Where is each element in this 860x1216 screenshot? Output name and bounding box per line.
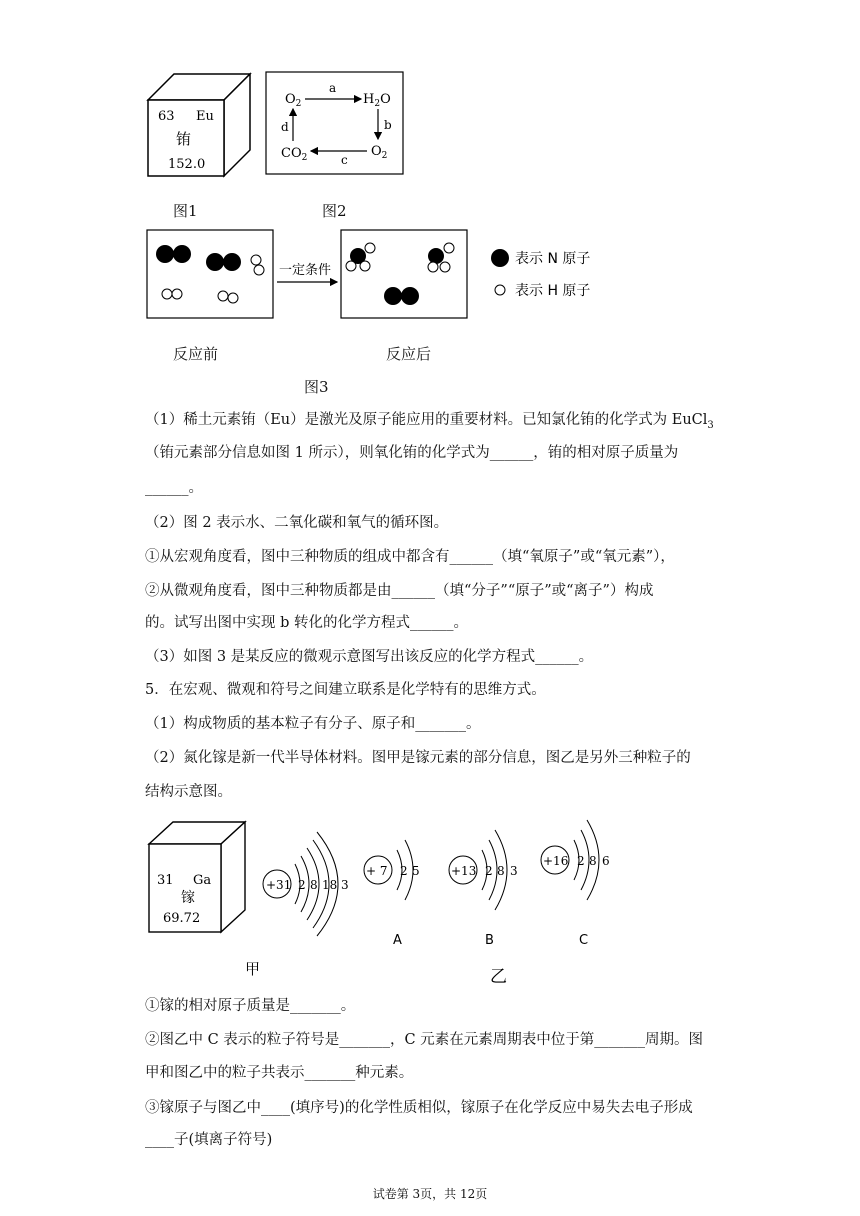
particle-b-charge: +13: [451, 864, 477, 878]
question4-part2-line2: ①从宏观角度看，图中三种物质的组成中都含有______（填“氧原子”或“氧元素”），: [145, 549, 675, 565]
ga-name: 镓: [181, 890, 195, 906]
question5-q2-line1: ②图乙中 C 表示的粒子符号是_______，C 元素在元素周期表中位于第_______周期。图: [145, 1032, 704, 1048]
ga-mass: 69.72: [163, 911, 201, 926]
particle-c-shell-2: 8: [589, 854, 597, 868]
particle-b-shell-3: 3: [510, 864, 518, 878]
n-atom: [401, 287, 419, 305]
figure1-caption: 图1: [173, 202, 198, 220]
h-atom: [162, 289, 172, 299]
question5-stem: 5．在宏观、微观和符号之间建立联系是化学特有的思维方式。: [145, 682, 546, 698]
particle-b-label: B: [485, 933, 494, 948]
h-atom: [360, 261, 370, 271]
eu-symbol: Eu: [196, 109, 214, 124]
question4-part1-line3: ______。: [145, 480, 203, 496]
n-atom: [206, 253, 224, 271]
question5-q3-line1: ③镓原子与图乙中____(填序号)的化学性质相似，镓原子在化学反应中易失去电子形成: [145, 1100, 693, 1116]
legend-n-atom-icon: [491, 249, 509, 267]
eu-mass: 152.0: [168, 157, 206, 172]
h-atom: [346, 261, 356, 271]
n-atom: [173, 245, 191, 263]
particle-a-charge: + 7: [366, 864, 388, 878]
ga-atomic-number: 31: [157, 873, 174, 888]
o2-right-label: $O_2$: [371, 144, 388, 161]
n-atom: [384, 287, 402, 305]
question4-part2-line3: ②从微观角度看，图中三种物质都是由______（填“分子”“原子”或“离子”）构成: [145, 583, 654, 599]
figure3-reaction-diagram: [145, 228, 615, 322]
question4-part2-line4: 的。试写出图中实现 b 转化的化学方程式______。: [145, 615, 468, 631]
question4-part3-line1: （3）如图 3 是某反应的微观示意图写出该反应的化学方程式______。: [145, 649, 594, 665]
eu-atomic-number: 63: [158, 109, 175, 124]
n-atom: [428, 248, 444, 264]
question4-part2-line1: （2）图 2 表示水、二氧化碳和氧气的循环图。: [145, 515, 449, 531]
ga-shell-1: 2: [298, 878, 306, 892]
ga-shell-2: 8: [310, 878, 318, 892]
particle-a-shell-2: 5: [412, 864, 420, 878]
legend-h-atom-icon: [495, 285, 505, 295]
arrow-b-label: b: [384, 118, 392, 132]
co2-label: $CO_2$: [281, 146, 308, 163]
particle-a-label: A: [393, 933, 402, 948]
question5-q1: ①镓的相对原子质量是_______。: [145, 998, 356, 1014]
legend-n-label: 表示 N 原子: [515, 251, 591, 267]
figure-jia-caption: 甲: [245, 960, 261, 978]
before-box: [147, 230, 273, 318]
question4-part1-line1: （1）稀土元素铕（Eu）是激光及原子能应用的重要材料。已知氯化铕的化学式为 EuCl$_3$: [145, 412, 714, 431]
arrow-d-label: d: [281, 120, 289, 134]
h-atom: [254, 265, 264, 275]
particle-c-shell-1: 2: [577, 854, 585, 868]
n-atom: [223, 253, 241, 271]
particle-c-shell-3: 6: [602, 854, 610, 868]
h-atom: [218, 291, 228, 301]
question5-part2-line1: （2）氮化镓是新一代半导体材料。图甲是镓元素的部分信息，图乙是另外三种粒子的: [145, 750, 691, 766]
h2o-label: $H_2O$: [363, 92, 391, 109]
h-atom: [440, 262, 450, 272]
arrow-c-label: c: [341, 153, 348, 167]
particle-c-label: C: [579, 933, 589, 948]
after-caption: 反应后: [386, 345, 432, 363]
figure2-caption: 图2: [322, 202, 347, 220]
h-atom: [228, 293, 238, 303]
h-atom: [251, 255, 261, 265]
legend-h-label: 表示 H 原子: [515, 283, 591, 299]
particle-c-charge: +16: [543, 854, 569, 868]
figure4-atomic-structures: [145, 812, 625, 992]
h-atom: [444, 243, 454, 253]
particle-b-shell-1: 2: [485, 864, 493, 878]
question5-part1: （1）构成物质的基本粒子有分子、原子和_______。: [145, 716, 481, 732]
particle-b-shell-2: 8: [497, 864, 505, 878]
h-atom: [428, 262, 438, 272]
ga-symbol: Ga: [193, 873, 212, 888]
particle-a-shell-1: 2: [400, 864, 408, 878]
h-atom: [172, 289, 182, 299]
figure1-eu-cube: [146, 72, 252, 178]
eu-name: 铕: [176, 130, 192, 148]
figure-yi-caption: 乙: [490, 967, 507, 987]
before-caption: 反应前: [173, 345, 219, 363]
question5-q2-line2: 甲和图乙中的粒子共表示_______种元素。: [145, 1065, 414, 1081]
n-atom: [156, 245, 174, 263]
figure2-cycle-diagram: [265, 71, 405, 175]
arrow-a-label: a: [329, 81, 337, 95]
ga-shell-3: 18: [322, 878, 338, 892]
o2-left-label: $O_2$: [285, 92, 302, 109]
h-atom: [365, 243, 375, 253]
question5-part2-line2: 结构示意图。: [145, 784, 232, 800]
ga-shell-4: 3: [341, 878, 349, 892]
question4-part1-line2: （铕元素部分信息如图 1 所示），则氧化铕的化学式为______，铕的相对原子质量为: [145, 445, 679, 461]
page-footer: 试卷第 3页，共 12页: [372, 1187, 488, 1201]
ga-nucleus-charge: +31: [266, 878, 292, 892]
question5-q3-line2: ____子(填离子符号): [145, 1132, 273, 1148]
figure3-caption: 图3: [304, 378, 329, 396]
reaction-condition: 一定条件: [279, 263, 332, 278]
